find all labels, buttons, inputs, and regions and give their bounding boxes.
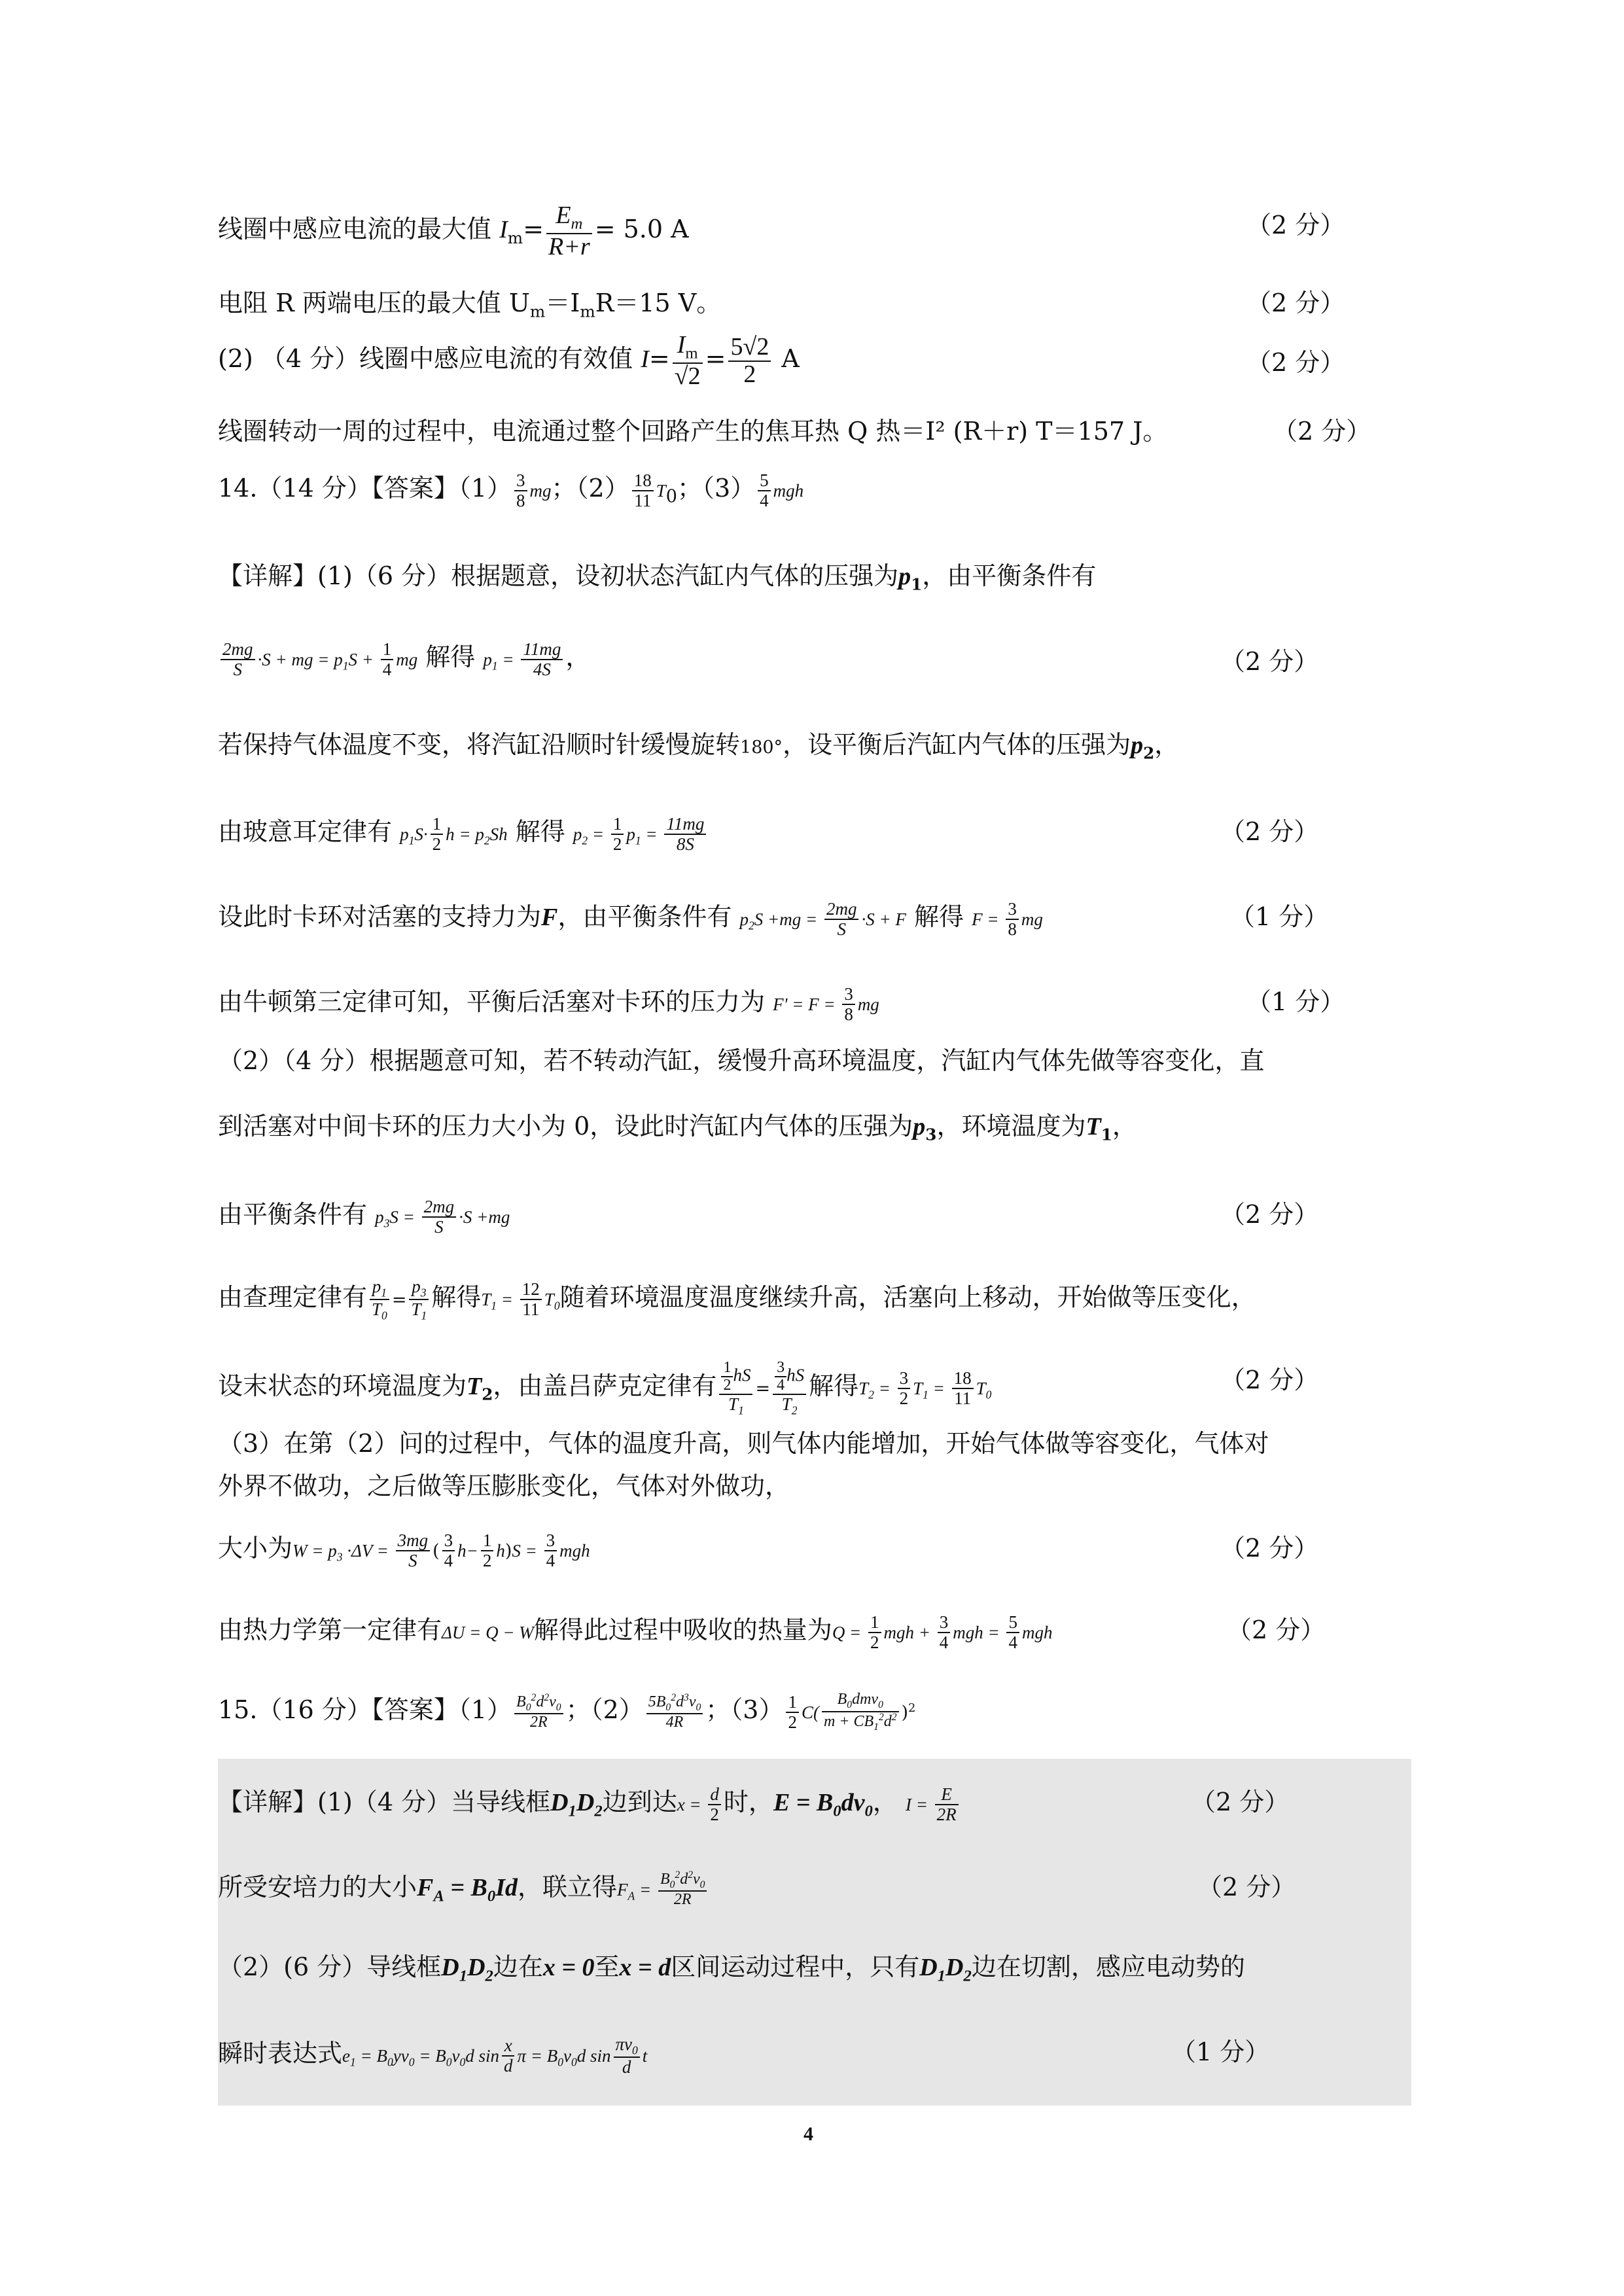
points-label: （2 分）	[1220, 1534, 1319, 1563]
points-label: （2 分）	[1273, 417, 1371, 446]
points-label: （2 分）	[1197, 1873, 1296, 1901]
detail-line-13: 外界不做功，之后做等压膨胀变化，气体对外做功，	[218, 1472, 790, 1500]
points-label: （2 分）	[1220, 1366, 1319, 1394]
detail-line-9: 由平衡条件有 $p_3S$ = $\frac{2mg}{S}$ ·S +mg	[218, 1197, 510, 1237]
detail-line-4: 由玻意耳定律有 $p_1S\cdot$ $\frac{1}{2}$ $h = p_2Sh$ 解得 $p_2$ = $\frac{1}{2}$ $p_1$ = $\frac{11mg}{8S}$	[218, 815, 709, 857]
line-max-current: 线圈中感应电流的最大值 $I_m=$ $\frac{E_m}{R+r}$ = 5.0 A	[218, 202, 689, 260]
points-label: （1 分）	[1171, 2038, 1270, 2066]
detail-line-11: 设末状态的环境温度为$T_2$，由盖吕萨克定律有 $\frac{1}{2}$ hS $T_1$ = $\frac{3}{4}$ hS $T_2$ 解得$T_2$ = $\frac{3}{2}$ $T_1$ = $\frac{18}{11}$ $T_0$	[218, 1359, 992, 1417]
page-number: 4	[803, 2123, 813, 2145]
detail-line-12: （3）在第（2）问的过程中，气体的温度升高，则气体内能增加，开始气体做等容变化，气体对	[218, 1429, 1269, 1458]
points-label: （1 分）	[1246, 987, 1345, 1016]
points-label: （2 分）	[1246, 211, 1345, 239]
detail-line-3: 若保持气体温度不变，将汽缸沿顺时针缓慢旋转180°，设平衡后汽缸内气体的压强为$p_2$，	[218, 730, 1180, 763]
detail15-line-4: 瞬时表达式$e_1 = B_0yv_0 = B_0v_0d$ sin $\frac{x}{d}$ $\pi = B_0v_0d$ sin $\frac{\pi v_0}{d}$ t	[218, 2034, 648, 2077]
detail-line-8: 到活塞对中间卡环的压力大小为 0，设此时汽缸内气体的压强为$p_3$，环境温度为$T_1$，	[218, 1112, 1137, 1144]
points-label: （2 分）	[1220, 817, 1319, 846]
detail15-line-1: 【详解】(1)（4 分）当导线框$D_1D_2$边到达x = $\frac{d}{2}$ 时，$E = B_0dv_0$， I = $\frac{E}{2R}$	[218, 1785, 961, 1829]
line-joule-heat: 线圈转动一周的过程中，电流通过整个回路产生的焦耳热 Q 热＝I² (R＋r) T＝157 J。	[218, 417, 1168, 446]
detail15-line-3: （2）(6 分）导线框$D_1D_2$边在x = 0至x = d区间运动过程中，只有$D_1D_2$边在切割，感应电动势的	[218, 1952, 1245, 1985]
detail-line-2: $\frac{2mg}{S}$ ·S + mg = $p_1S$ + $\frac{1}{4}$ mg 解得 $p_1$ = $\frac{11mg}{4S}$ ，	[218, 640, 590, 682]
points-label: （2 分）	[1220, 647, 1319, 676]
line-effective-current: (2) （4 分）线圈中感应电流的有效值 I= $\frac{I_m}{√2}$ = $\frac{5√2}{2}$ A	[218, 331, 800, 390]
detail-line-15: 由热力学第一定律有ΔU = Q − W解得此过程中吸收的热量为Q = $\frac{1}{2}$ mgh + $\frac{3}{4}$ mgh = $\frac{5}{4}$ mgh	[218, 1612, 1053, 1652]
points-label: （2 分）	[1246, 348, 1345, 377]
points-label: （2 分）	[1191, 1788, 1290, 1816]
points-label: （2 分）	[1220, 1200, 1319, 1229]
detail15-line-2: 所受安培力的大小$F_A = B_0Id$，联立得$F_A$ = $\frac{B_0^2d^2v_0}{2R}$	[218, 1870, 709, 1914]
points-label: （1 分）	[1230, 902, 1329, 931]
q14-answer-line: 14.（14 分）【答案】（1） $\frac{3}{8}$ mg；（2） $\frac{18}{11}$ $T_0$；（3） $\frac{5}{4}$ mgh	[218, 470, 804, 510]
q15-answer-line: 15.（16 分）【答案】（1） $\frac{B_0^2d^2v_0}{2R}$ ；（2） $\frac{5B_0^2d^3v_0}{4R}$ ；（3） $\frac{1}{2}$ C( $\frac{B_0dmv_0}{m + CB_1^2d^2}$ )$^2$	[218, 1691, 916, 1733]
detail-line-10: 由查理定律有 $\frac{p_1}{T_0}$ = $\frac{p_3}{T_1}$ 解得$T_1$ = $\frac{12}{11}$ $T_0$随着环境温度温度继续升高，活塞向上移动，开始做等压变化，	[218, 1277, 1256, 1322]
detail-line-5: 设此时卡环对活塞的支持力为F，由平衡条件有 $p_2S +mg$ = $\frac{2mg}{S}$ ·S + F 解得 F = $\frac{3}{8}$ mg	[218, 899, 1043, 939]
detail-line-6: 由牛顿第三定律可知，平衡后活塞对卡环的压力为 F' = F = $\frac{3}{8}$ mg	[218, 984, 879, 1024]
detail-line-1: 【详解】(1)（6 分）根据题意，设初状态汽缸内气体的压强为$p_1$，由平衡条件有	[218, 561, 1097, 594]
line-max-voltage: 电阻 R 两端电压的最大值 $U_m=I_mR=15$ V。	[218, 289, 722, 321]
points-label: （2 分）	[1246, 289, 1345, 317]
detail-line-14: 大小为$W = p_3 \cdot\Delta V$ = $\frac{3mg}{S}$ ( $\frac{3}{4}$ h− $\frac{1}{2}$ h)S = $\frac{3}{4}$ mgh	[218, 1530, 590, 1570]
detail-line-7: （2）（4 分）根据题意可知，若不转动汽缸，缓慢升高环境温度，汽缸内气体先做等容变化，直	[218, 1046, 1265, 1075]
points-label: （2 分）	[1227, 1616, 1326, 1644]
